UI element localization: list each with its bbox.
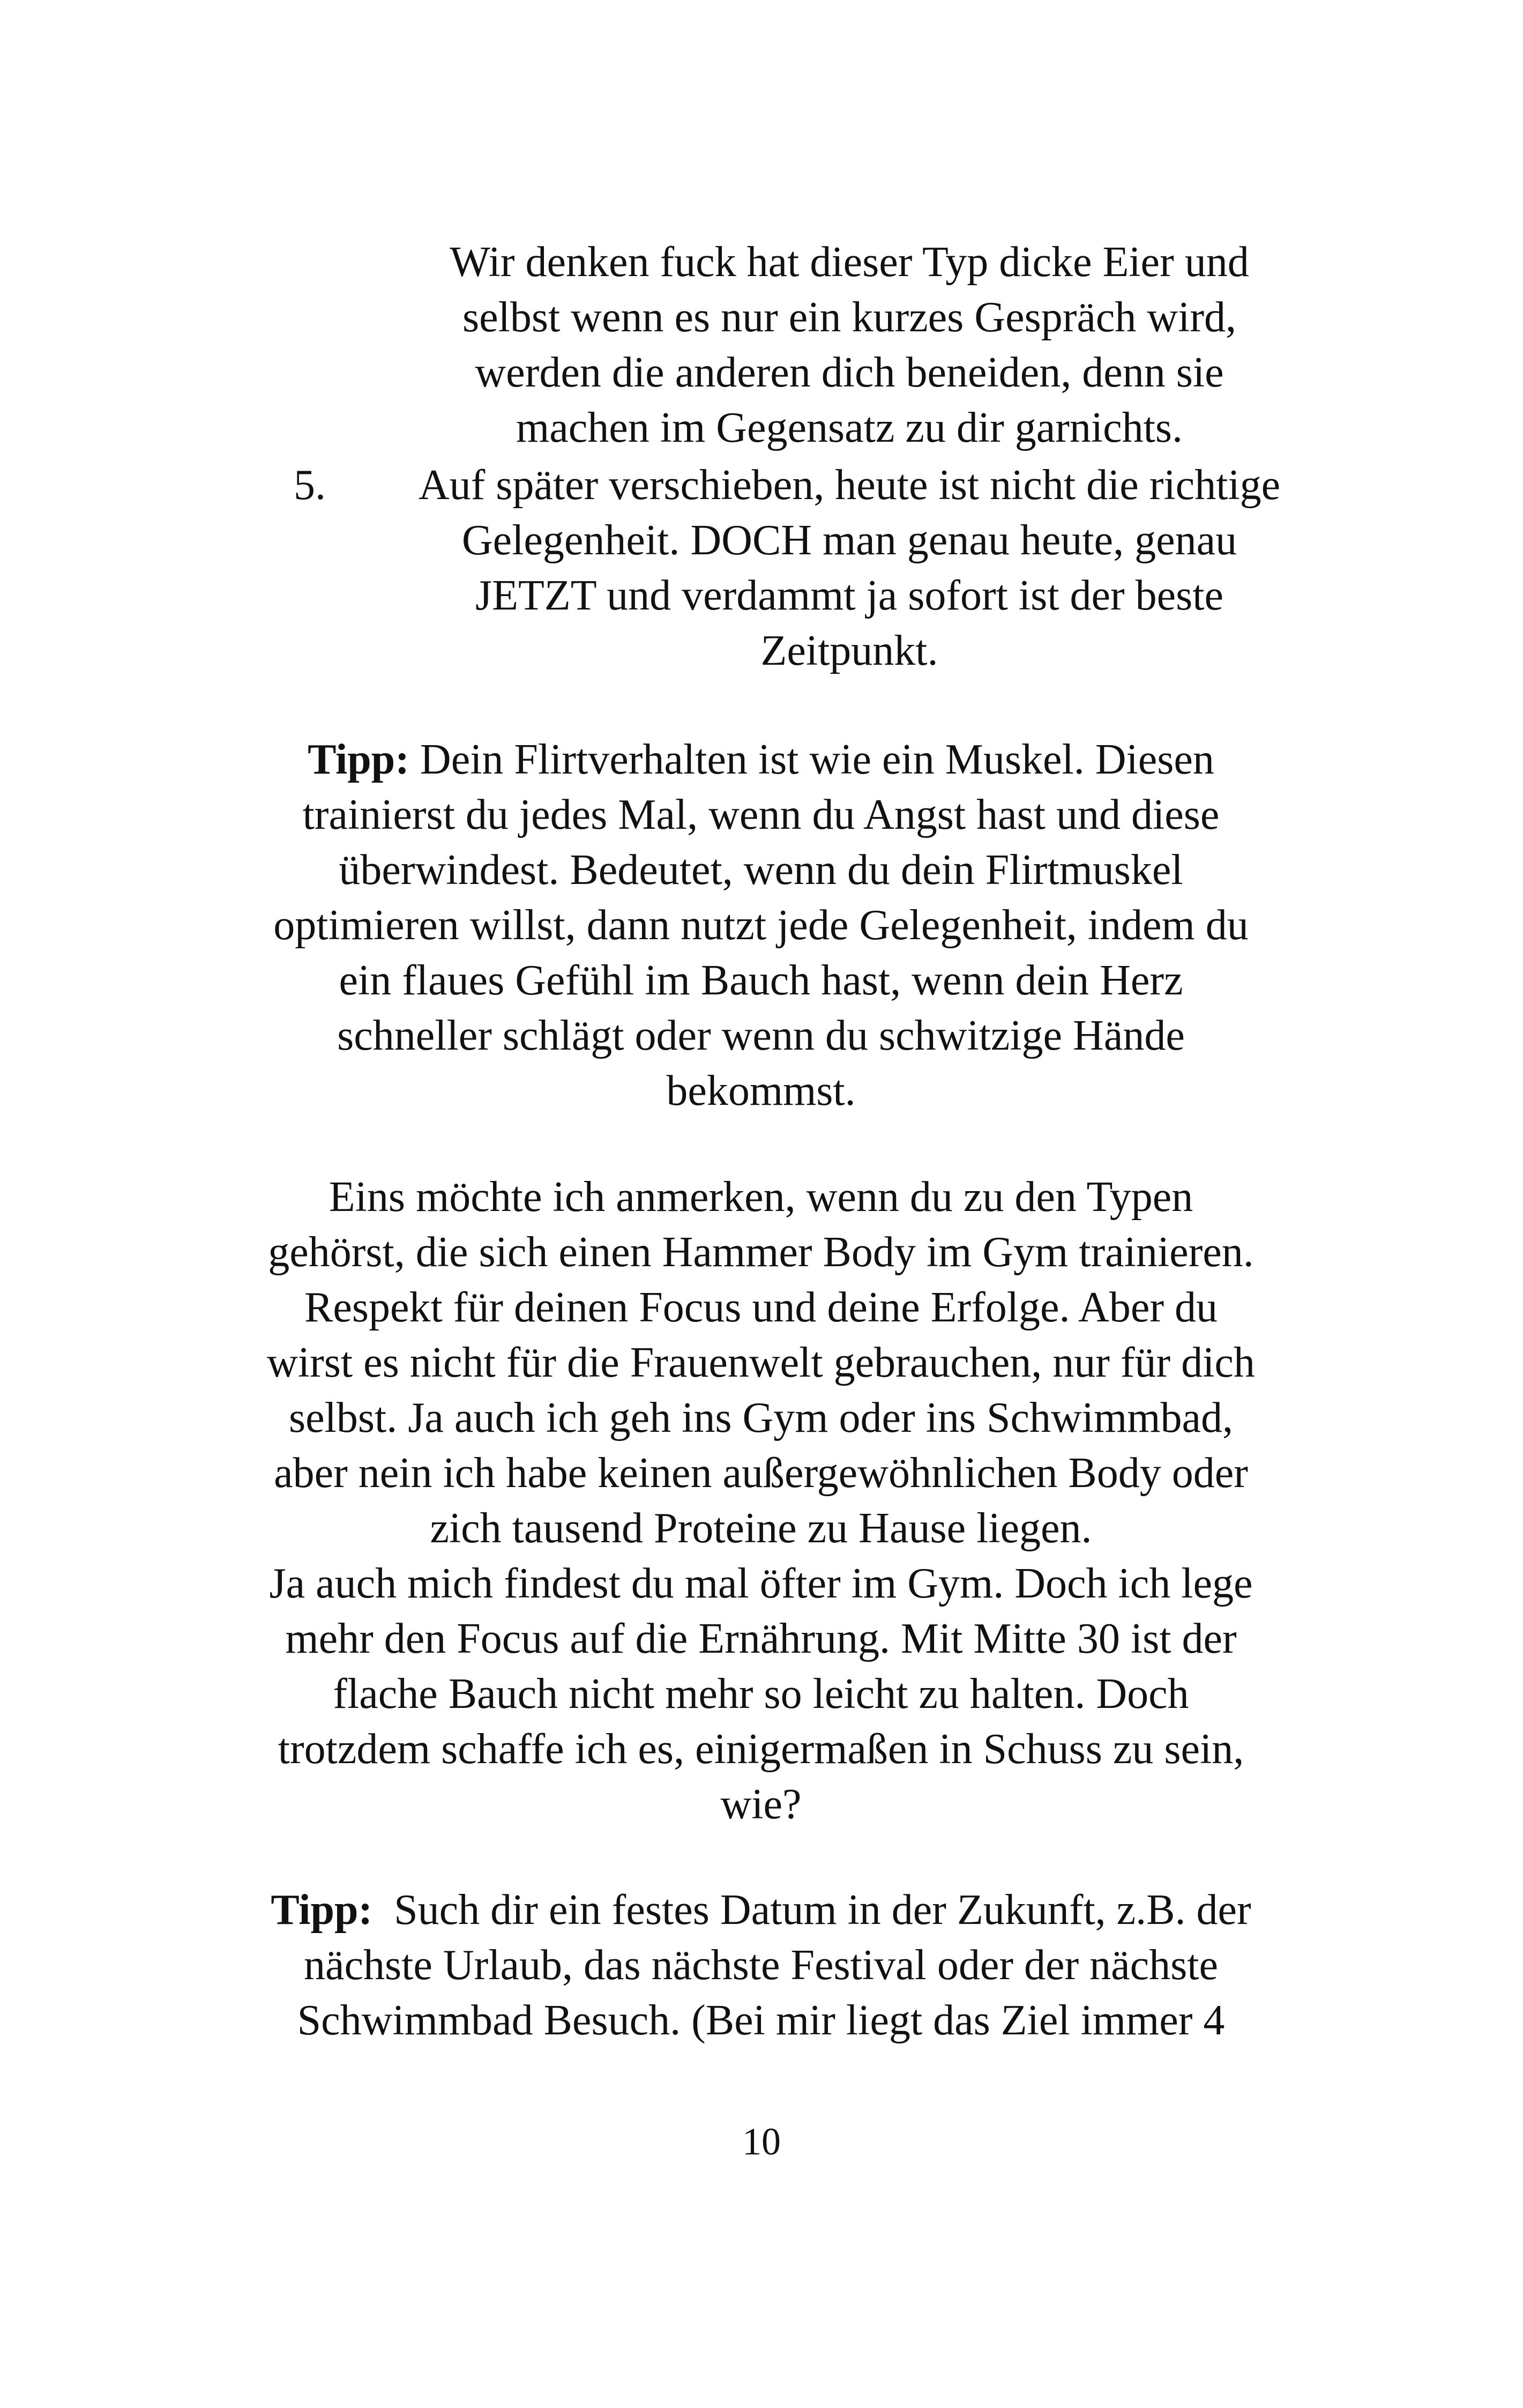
text-line: zich tausend Proteine zu Hause liegen. — [430, 1505, 1092, 1552]
tip-paragraph — [204, 1883, 1318, 2048]
tip-first-line — [204, 732, 1318, 787]
text-line: selbst wenn es nur ein kurzes Gespräch wird, — [462, 294, 1237, 341]
text-line: werden die anderen dich beneiden, denn sie — [475, 349, 1224, 396]
text-line: Eins möchte ich anmerken, wenn du zu den Typen — [329, 1173, 1193, 1221]
text-line: wirst es nicht für die Frauenwelt gebrauchen, nur für dich — [267, 1339, 1255, 1386]
text-line: Respekt für deinen Focus und deine Erfolge. Aber du — [304, 1284, 1218, 1331]
list-item-5 — [370, 458, 1329, 679]
text-line: wie? — [720, 1781, 802, 1828]
text-line: selbst. Ja auch ich geh ins Gym oder ins Schwimmbad, — [289, 1394, 1233, 1441]
tip-label: Tipp: — [308, 736, 409, 783]
text-line: trainierst du jedes Mal, wenn du Angst hast und diese — [302, 791, 1220, 838]
tip-text: Such dir ein festes Datum in der Zukunft, z.B. der — [372, 1886, 1251, 1934]
text-line: gehörst, die sich einen Hammer Body im Gym trainieren. — [268, 1229, 1254, 1276]
text-line: flache Bauch nicht mehr so leicht zu halten. Doch — [333, 1670, 1189, 1718]
tip-first-line — [204, 1883, 1318, 1938]
text-line: Auf später verschieben, heute ist nicht die richtige — [418, 462, 1281, 509]
text-line: nächste Urlaub, das nächste Festival oder der nächste — [303, 1942, 1219, 1989]
text-line: optimieren willst, dann nutzt jede Gelegenheit, indem du — [273, 902, 1249, 949]
list-number: 5. — [294, 462, 326, 509]
text-line: bekommst. — [666, 1067, 856, 1114]
text-line: Gelegenheit. DOCH man genau heute, genau — [461, 517, 1237, 564]
tip-paragraph — [204, 732, 1318, 1119]
tip-label: Tipp: — [271, 1886, 373, 1934]
text-line: überwindest. Bedeutet, wenn du dein Flirtmuskel — [339, 846, 1183, 894]
list-item-continuation — [375, 235, 1324, 456]
text-line: schneller schlägt oder wenn du schwitzige Hände — [337, 1012, 1185, 1059]
tip-text: Dein Flirtverhalten ist wie ein Muskel. Diesen — [409, 736, 1214, 783]
text-line: mehr den Focus auf die Ernährung. Mit Mitte 30 ist der — [285, 1615, 1237, 1662]
text-line: JETZT und verdammt ja sofort ist der beste — [475, 572, 1223, 619]
text-line: ein flaues Gefühl im Bauch hast, wenn dein Herz — [339, 957, 1183, 1004]
body-paragraph — [204, 1170, 1318, 1832]
text-line: Schwimmbad Besuch. (Bei mir liegt das Ziel immer 4 — [297, 1997, 1225, 2044]
text-line: aber nein ich habe keinen außergewöhnlichen Body oder — [274, 1450, 1248, 1497]
text-line: Zeitpunkt. — [760, 627, 938, 674]
text-line: Ja auch mich findest du mal öfter im Gym. Doch ich lege — [269, 1560, 1253, 1607]
page-number: 10 — [742, 2120, 781, 2163]
text-line: trotzdem schaffe ich es, einigermaßen in Schuss zu sein, — [278, 1726, 1244, 1773]
text-line: Wir denken fuck hat dieser Typ dicke Eier und — [450, 239, 1249, 286]
text-line: machen im Gegensatz zu dir garnichts. — [516, 404, 1183, 451]
